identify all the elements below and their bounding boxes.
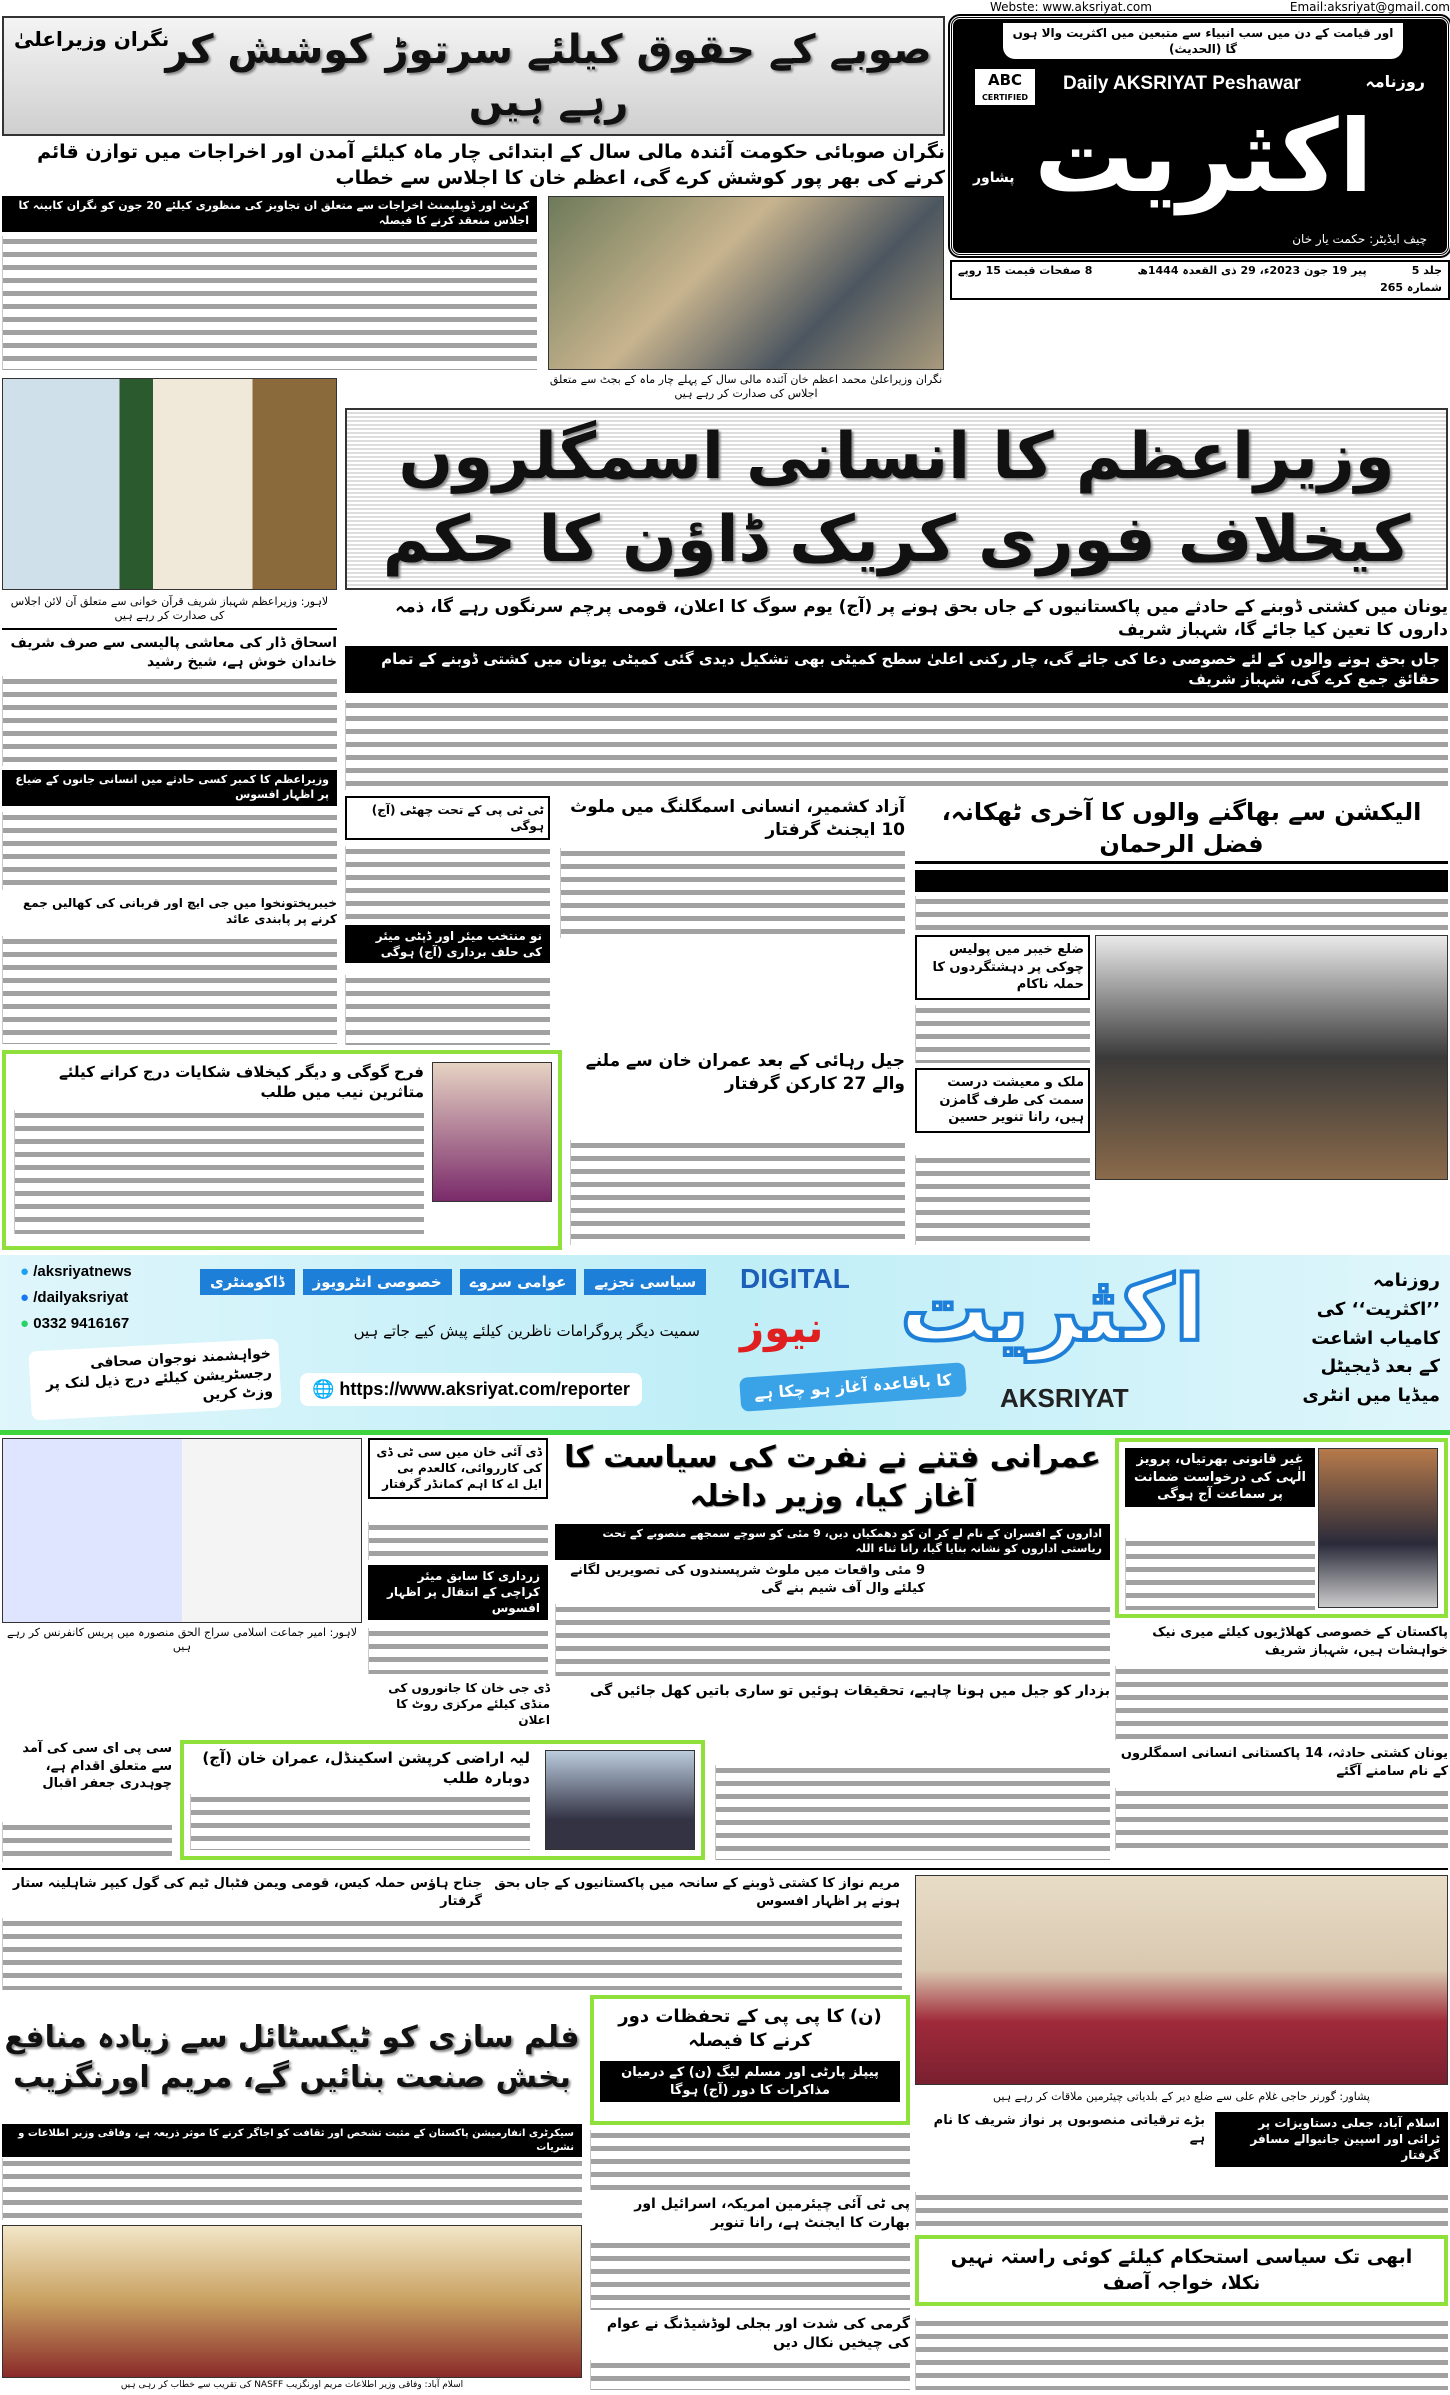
registration-note: خواہشمند نوجوان صحافی رجسٹریشن کیلئے درج ذیل لنک پر وزٹ کریں <box>28 1339 281 1421</box>
story-blackbar-headline: وزیراعظم کا کمبر کسی حادثے میں انسانی جانوں کے ضیاع پر اظہار افسوس <box>2 770 337 806</box>
article-body-text <box>2 936 337 1044</box>
date: پیر 19 جون 2023ء، 29 ذی القعدہ 1444ھ <box>1137 264 1367 277</box>
story-headline: اسحاق ڈار کی معاشی پالیسی سے صرف شریف خاندان خوش ہے، شیخ رشید <box>10 635 337 670</box>
whatsapp-icon: ● <box>20 1315 34 1332</box>
layyah-story-box <box>180 1740 705 1860</box>
newspaper-logo: اکثریت <box>1034 98 1373 215</box>
article-body-text <box>1125 1538 1315 1610</box>
elahi-story-box <box>1115 1438 1448 1618</box>
story-headline: (ن) کا پی پی کے تحفظات دور کرنے کا فیصلہ <box>618 2006 882 2052</box>
story-headline: فرح گوگی و دیگر کیخلاف شکایات درج کرانے کیلئے متاثرین نیب میں طلب <box>58 1063 424 1102</box>
story-headline-box: ملک و معیشت درست سمت کی طرف گامزن ہیں، رانا تنویر حسین <box>915 1068 1090 1133</box>
farah-gogi-photo <box>432 1062 552 1202</box>
article-body-text <box>715 1765 1110 1860</box>
ppp-story-box <box>590 1995 910 2125</box>
green-divider <box>0 1430 1450 1435</box>
governor-meeting-photo <box>915 1875 1448 2085</box>
lower-subheadline: 9 مئی واقعات میں ملوث شرپسندوں کی تصویریں لگانے کیلئے وال آف شیم بنے گی <box>570 1563 925 1596</box>
city-label: پشاور <box>973 170 1015 186</box>
article-body-text <box>368 1628 548 1674</box>
facebook-link[interactable] <box>20 1285 132 1311</box>
social-links <box>20 1259 132 1337</box>
story-headline: پی ٹی آئی چیئرمین امریکہ، اسرائیل اور بھارت کا ایجنٹ ہے، رانا تنویر <box>634 2196 910 2231</box>
reporter-url[interactable]: https://www.aksriyat.com/reporter <box>339 1379 630 1399</box>
abc-label: ABC <box>987 71 1023 89</box>
prime-minister-photo <box>2 378 337 590</box>
certified-label: CERTIFIED <box>981 93 1029 102</box>
whatsapp-link[interactable] <box>20 1311 132 1337</box>
facebook-handle[interactable]: /dailyaksriyat <box>33 1289 129 1306</box>
story-headline: جیل رہائی کے بعد عمران خان سے ملنے والے 27 کارکن گرفتار <box>585 1051 905 1094</box>
story-blackbar-headline: غیر قانونی بھرتیاں، پرویز الٰہی کی درخواست ضمانت پر سماعت آج ہوگی <box>1125 1448 1315 1507</box>
chief-editor: چیف ایڈیٹر: حکمت یار خان <box>1292 231 1427 246</box>
photo-caption: لاہور: وزیراعظم شہباز شریف قرآن خوانی سے متعلق آن لائن اجلاس کی صدارت کر رہے ہیں <box>10 595 329 623</box>
story-blackbar-headline: زرداری کا سابق میئر کراچی کے انتقال پر اظہار افسوس <box>368 1565 548 1620</box>
story-blackbar-headline: اسلام آباد، جعلی دستاویزات پر ٹرائی اور اسپین جانیوالے مسافر گرفتار <box>1215 2112 1448 2167</box>
volume: جلد 5 <box>1411 264 1442 277</box>
photo-caption: اسلام آباد: وفاقی وزیر اطلاعات مریم اورنگزیب NASFF کی تقریب سے خطاب کر رہی ہیں <box>120 2380 464 2390</box>
story-headline: مریم نواز کا کشتی ڈوبنے کے سانحہ میں پاکستانیوں کے جاں بحق ہونے پر اظہار افسوس <box>494 1876 900 1909</box>
program-tag: خصوصی انٹرویوز <box>303 1269 452 1295</box>
ad-intro-text: روزنامہ ’’اکثریت‘‘ کی کامیاب اشاعت کے بعد ڈیجیٹل میڈیا میں انٹری <box>1302 1270 1440 1407</box>
facebook-icon: ● <box>20 1289 34 1306</box>
issue-number: شمارہ 265 <box>1380 280 1442 294</box>
reporter-link[interactable] <box>300 1373 642 1406</box>
masthead <box>950 16 1450 256</box>
news-label: نیوز <box>740 1303 824 1352</box>
article-body-text <box>345 975 550 1045</box>
article-body-text <box>2 2158 582 2220</box>
twitter-handle[interactable]: /aksriyatnews <box>33 1263 132 1280</box>
photo-caption: نگران وزیراعلیٰ محمد اعظم خان آئندہ مالی سال کے پہلے چار ماہ کے بجٹ سے متعلق اجلاس کی صدارت کر رہے ہیں <box>549 373 943 401</box>
twitter-icon: ● <box>20 1263 34 1280</box>
top-subheadline: نگران صوبائی حکومت آئندہ مالی سال کے ابتدائی چار ماہ کیلئے آمدن اور اخراجات میں توازن قائم کرنے کی بھر پور کوشش کرے گی، اعظم خان کا اجلاس سے خطاب <box>37 141 945 189</box>
story-headline-box: ابھی تک سیاسی استحکام کیلئے کوئی راستہ نہیں نکلا، خواجہ آصف <box>915 2235 1448 2306</box>
lead-headline-banner <box>345 408 1448 590</box>
article-body-text <box>2 1918 902 1990</box>
globe-icon: 🌐 <box>312 1379 340 1399</box>
program-tag: سیاسی تجزیے <box>584 1269 706 1295</box>
lower-blackbar: اداروں کے افسران کے نام لے کر ان کو دھمکیاں دیں، 9 مئی کو سوچے سمجھے منصوبے کے تحت ریاستی اداروں کو نشانہ بنایا گیا، رانا ثناء اللہ <box>555 1524 1110 1560</box>
program-tag: ڈاکومنٹری <box>200 1269 295 1295</box>
article-body-text <box>590 2360 910 2390</box>
website-link[interactable]: Webste: www.aksriyat.com <box>990 0 1152 14</box>
article-body-text <box>915 2318 1448 2390</box>
nasff-ceremony-photo <box>2 2225 582 2378</box>
story-headline: بزدار کو جیل میں ہونا چاہیے، تحقیقات ہوئیں تو ساری باتیں کھل جائیں گی <box>589 1683 1110 1699</box>
imran-khan-photo <box>545 1750 695 1850</box>
article-body-text <box>190 1794 530 1850</box>
story-headline: جناح ہاؤس حملہ کیس، قومی ویمن فٹبال ٹیم کی گول کیپر شاہلینہ ستار گرفتار <box>12 1876 482 1909</box>
roznama-label: روزنامہ <box>1365 72 1425 91</box>
story-blackbar-headline: پیپلز پارٹی اور مسلم لیگ (ن) کے درمیان مذاکرات کا دور (آج) ہوگا <box>600 2061 900 2102</box>
story-blackbar <box>915 870 1448 892</box>
divider <box>2 1868 1448 1870</box>
article-body-text <box>14 1110 424 1234</box>
story-headline-box: ٹی ٹی پی کے تحت چھٹی (آج) ہوگی <box>345 796 550 840</box>
story-headline: بڑے ترقیاتی منصوبوں پر نواز شریف کا نام ہے <box>933 2113 1205 2146</box>
article-body-text <box>2 812 337 890</box>
ribbon-cutting-photo <box>1095 935 1448 1180</box>
article-body-text <box>915 1155 1090 1245</box>
launch-label: کا باقاعدہ آغاز ہو چکا ہے <box>739 1362 967 1411</box>
story-headline-box: ضلع خیبر میں پولیس چوکی پر دہشتگردوں کا حملہ ناکام <box>915 935 1090 1000</box>
story-blackbar-headline: نو منتخب میئر اور ڈپٹی میئر کی حلف برداری (آج) ہوگی <box>345 925 550 963</box>
abc-certified-badge <box>975 69 1035 105</box>
ad-brand-english: AKSRIYAT <box>1000 1383 1129 1413</box>
press-conference-photo <box>2 1438 362 1623</box>
lead-blackbar: جاں بحق ہونے والوں کے لئے خصوصی دعا کی جائے گی، چار رکنی اعلیٰ سطح کمیٹی بھی تشکیل دیدی گئی کمیٹی یونان میں کشتی ڈوبنے کے تمام حقائق جمع کرے گی، شہباز شریف <box>345 646 1448 693</box>
story-headline: یونان کشتی حادثہ، 14 پاکستانی انسانی اسمگلروں کے نام سامنے آگئے <box>1120 1746 1448 1779</box>
article-body-text <box>560 848 905 938</box>
article-body-text <box>2 236 537 370</box>
contact-line <box>990 0 1450 14</box>
cabinet-meeting-photo <box>548 196 944 370</box>
story-headline-box: ڈی آئی خان میں سی ٹی ڈی کی کارروائی، کالعدم بی ایل اے کا اہم کمانڈر گرفتار <box>368 1438 548 1499</box>
photo-caption: لاہور: امیر جماعت اسلامی سراج الحق منصورہ میں پریس کانفرنس کر رہے ہیں <box>7 1626 357 1654</box>
divider <box>2 628 337 630</box>
story-headline: آزاد کشمیر، انسانی اسمگلنگ میں ملوث 10 ایجنٹ گرفتار <box>570 797 905 840</box>
lead-headline: وزیراعظم کا انسانی اسمگلروں کیخلاف فوری کریک ڈاؤن کا حکم <box>382 419 1411 577</box>
story-headline: گرمی کی شدت اور بجلی لوڈشیڈنگ نے عوام کی چیخیں نکال دیں <box>606 2316 910 2351</box>
digital-ad-banner[interactable] <box>0 1255 1450 1430</box>
top-kicker: نگران وزیراعلیٰ <box>14 27 170 51</box>
program-tags <box>200 1269 706 1295</box>
article-body-text <box>345 846 550 920</box>
article-body-text <box>915 2192 1448 2230</box>
article-body-text <box>555 1604 1110 1676</box>
lead-subheadline: یونان میں کشتی ڈوبنے کے حادثے میں پاکستانیوں کے جاں بحق ہونے پر (آج) یوم سوگ کا اعلان، قومی پرچم سرنگوں رہے گا، ذمہ داروں کا تعین کیا جائے گا، شہباز شریف <box>395 597 1448 640</box>
story-headline-large: الیکشن سے بھاگنے والوں کا آخری ٹھکانہ، فضل الرحمان <box>915 796 1448 864</box>
article-body-text <box>590 2240 910 2310</box>
phone-number[interactable]: 0332 9416167 <box>33 1315 130 1332</box>
article-body-text <box>1115 1666 1448 1740</box>
film-blackbar: سیکرٹری انفارمیشن پاکستان کے مثبت تشخص اور ثقافت کو اجاگر کرنے کا موثر ذریعہ ہے، وفاقی وزیر اطلاعات و نشریات <box>2 2124 582 2157</box>
english-name: Daily AKSRIYAT Peshawar <box>1063 73 1301 94</box>
story-headline: خیبرپختونخوا میں جی ایچ اور قربانی کی کھالیں جمع کرنے پر پابندی عائد <box>23 896 337 927</box>
programs-note: سمیت دیگر پروگرامات ناظرین کیلئے پیش کیے جاتے ہیں <box>353 1322 700 1340</box>
article-body-text <box>2 1822 172 1862</box>
article-body-text <box>1115 1788 1448 1850</box>
program-tag: عوامی سروے <box>460 1269 577 1295</box>
article-body-text <box>2 676 337 766</box>
article-body-text <box>345 700 1448 790</box>
hadith: اور قیامت کے دن میں سب انبیاء سے متبعین میں اکثریت والا ہوں گا (الحدیث) <box>1003 23 1403 59</box>
story-headline: لیہ اراضی کرپشن اسکینڈل، عمران خان (آج) دوبارہ طلب <box>202 1749 530 1788</box>
top-blackbar: کرنٹ اور ڈویلپمنٹ اخراجات سے متعلق ان تجاویز کی منظوری کیلئے 20 جون کو نگران کابینہ کا اجلاس منعقد کرنے کا فیصلہ <box>2 196 537 232</box>
photo-caption: پشاور: گورنر حاجی غلام علی سے ضلع دیر کے بلدیاتی چیئرمین ملاقات کر رہے ہیں <box>993 2090 1370 2103</box>
film-headline-banner <box>2 1995 582 2121</box>
twitter-link[interactable] <box>20 1259 132 1285</box>
film-headline: فلم سازی کو ٹیکسٹائل سے زیادہ منافع بخش صنعت بنائیں گے، مریم اورنگزیب <box>4 2019 580 2095</box>
top-headline: صوبے کے حقوق کیلئے سرتوڑ کوشش کر رہے ہیں <box>165 27 932 125</box>
pervaiz-elahi-photo <box>1318 1448 1438 1608</box>
article-body-text <box>570 1140 905 1245</box>
price: 8 صفحات قیمت 15 روپے <box>958 264 1093 277</box>
story-box-nab <box>2 1050 562 1250</box>
story-headline: پاکستان کے خصوصی کھلاڑیوں کیلئے میری نیک خواہشات ہیں، شہباز شریف <box>1152 1625 1448 1658</box>
article-body-text <box>915 896 1448 930</box>
lower-headline: عمرانی فتنے نے نفرت کی سیاست کا آغاز کیا، وزیر داخلہ <box>564 1440 1101 1514</box>
date-bar <box>950 260 1450 300</box>
article-body-text <box>590 2130 910 2190</box>
email-link[interactable]: Email:aksriyat@gmail.com <box>1289 0 1450 14</box>
story-headline: ڈی جی خان کا جانوروں کی منڈی کیلئے مرکزی روٹ کا اعلان <box>388 1681 550 1728</box>
article-body-text <box>915 1005 1090 1063</box>
article-body-text <box>368 1522 548 1560</box>
story-headline: سی پی ای سی کی آمد سے متعلق اقدام ہے، چوہدری جعفر اقبال <box>22 1741 172 1792</box>
ad-brand-logo: اکثریت <box>900 1257 1205 1362</box>
digital-label: DIGITAL <box>740 1263 850 1294</box>
